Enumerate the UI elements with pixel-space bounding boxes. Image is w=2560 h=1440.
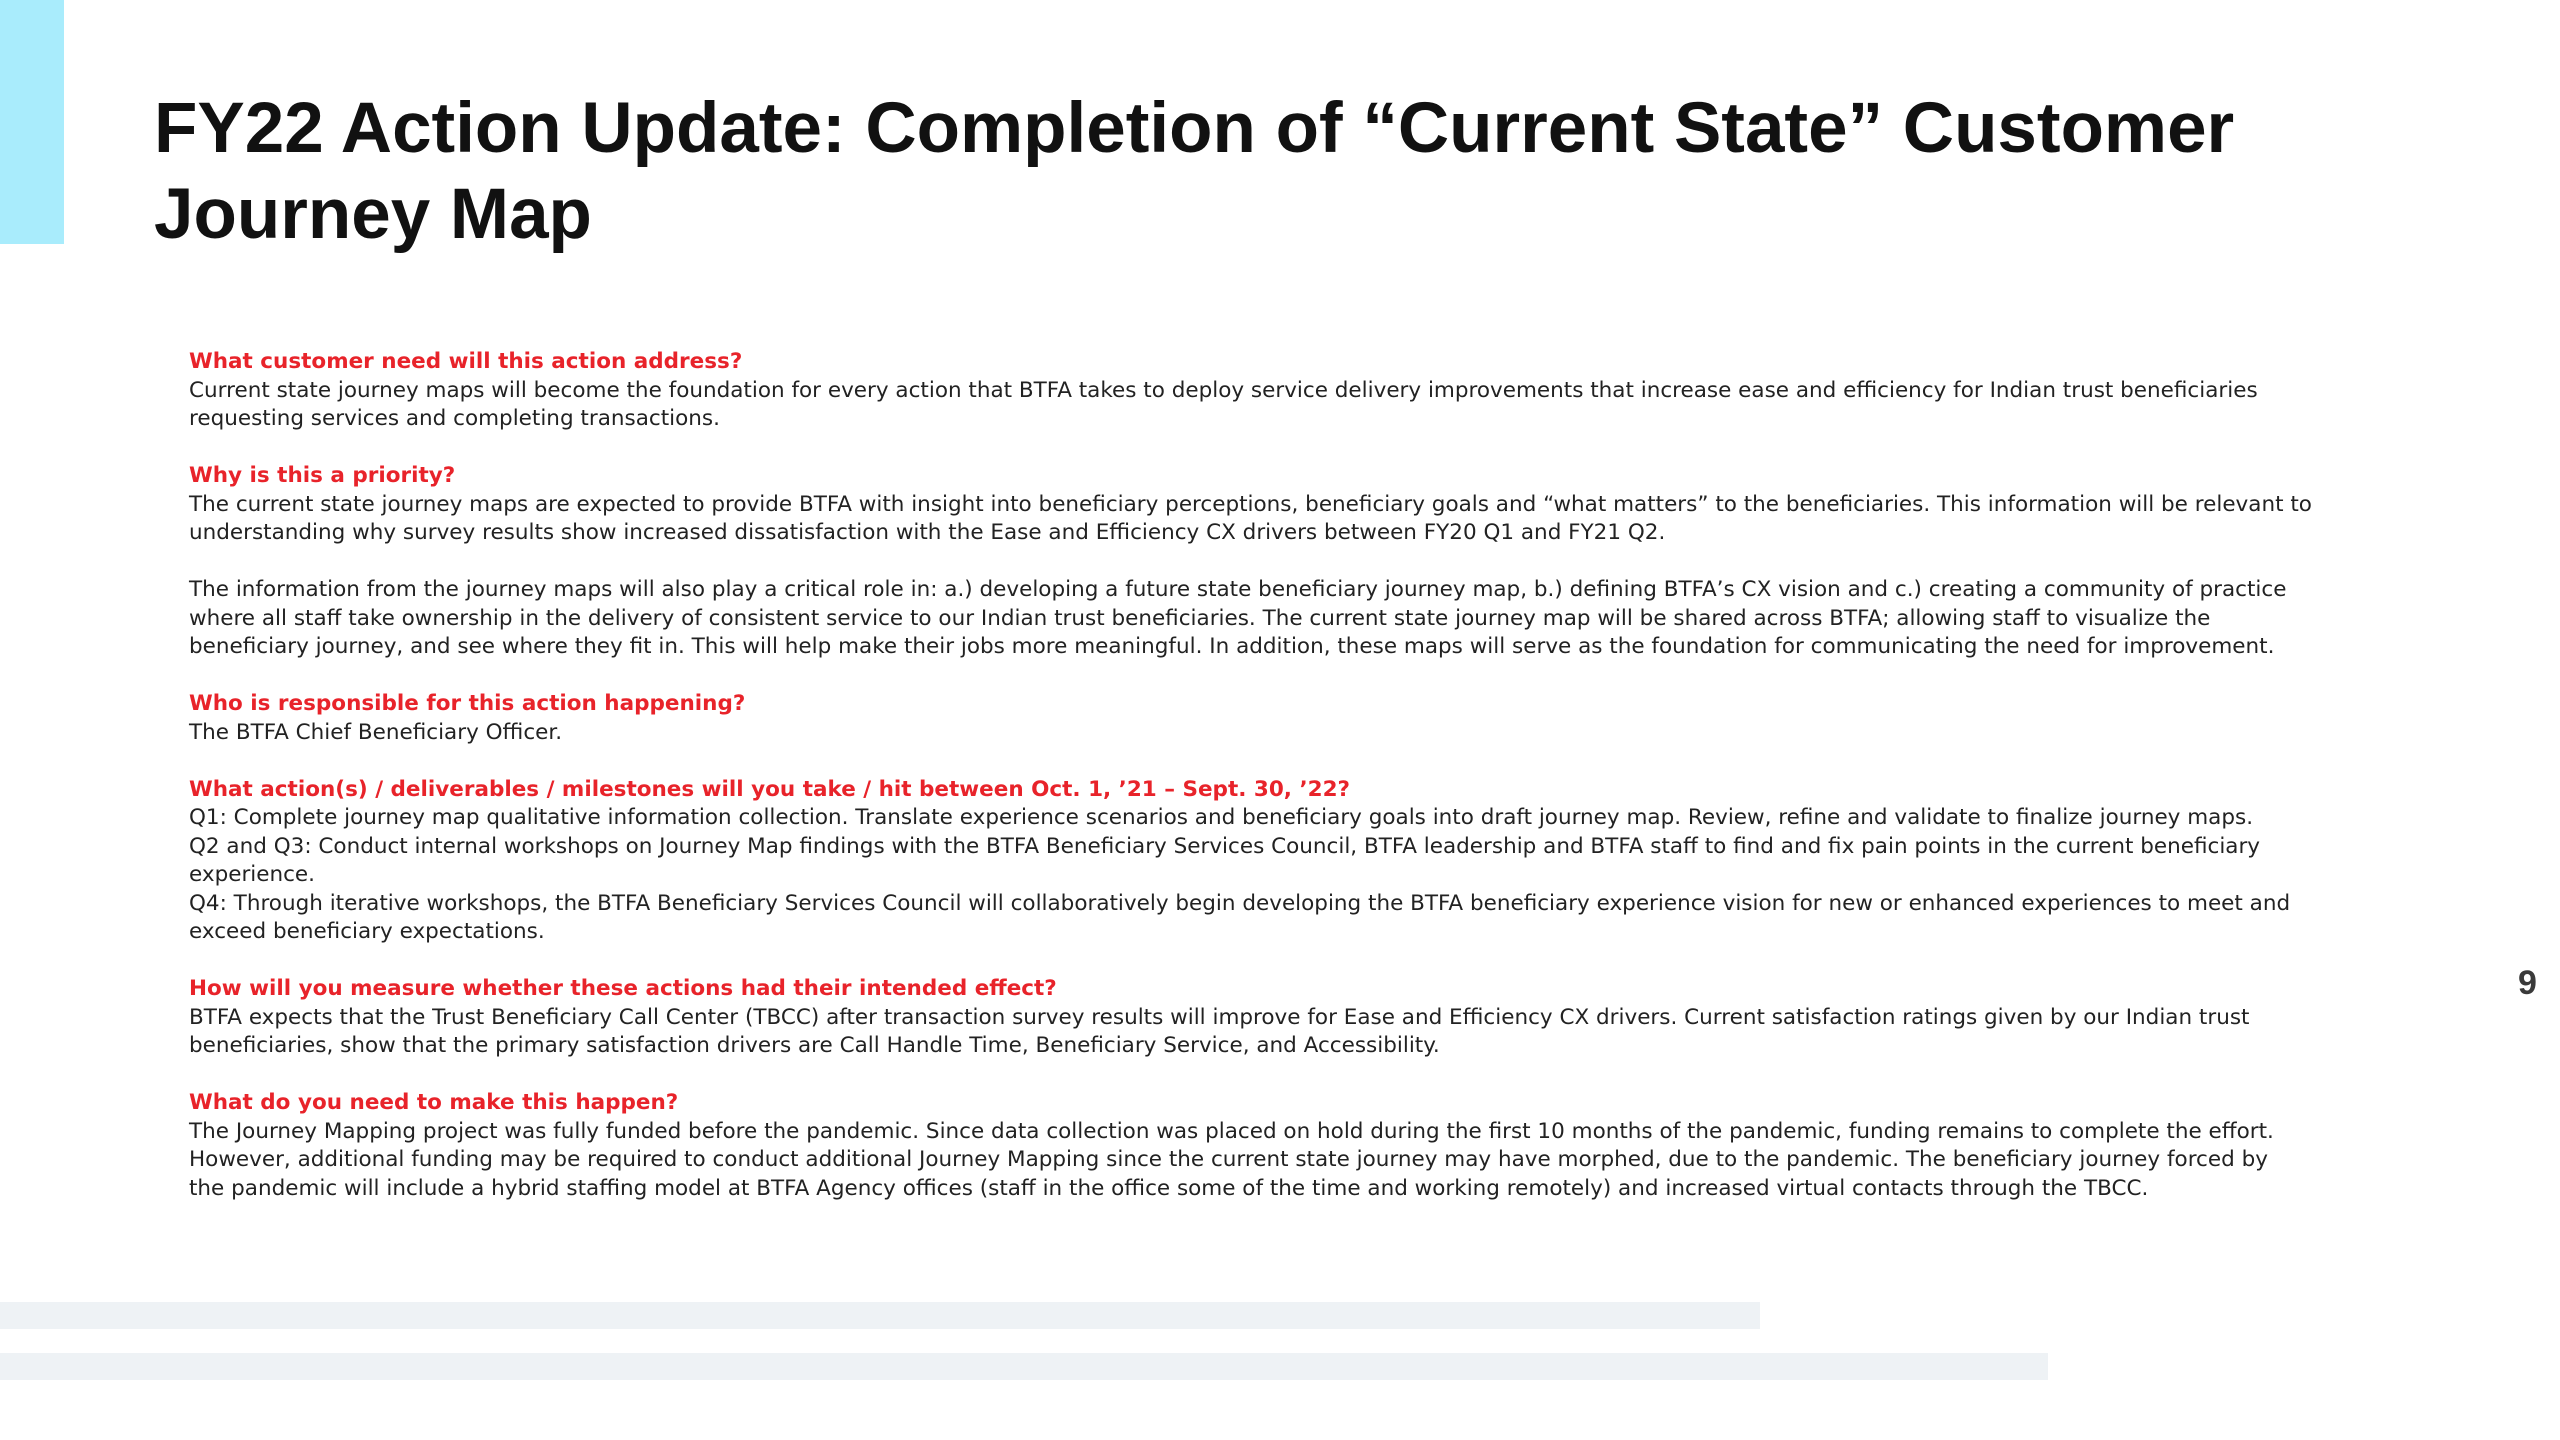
footer-decoration-line xyxy=(0,1302,1760,1329)
section-paragraph: Q1: Complete journey map qualitative information collection. Translate experience scenarios and beneficiary goals into draft journey map. Review, refine and validate to finalize journey maps. Q2 and Q3: Conduct internal workshops on Journey Map findings with the BTFA Beneficiary Services Council, BTFA leadership and BTFA staff to find and fix pain points in the current beneficiary experience. Q4: Through iterative workshops, the BTFA Beneficiary Services Council will collaboratively begin developing the BTFA beneficiary experience vision for new or enhanced experiences to meet and exceed beneficiary expectations. xyxy=(189,805,2291,944)
section-milestones xyxy=(189,776,2349,947)
section-heading: Why is this a priority? xyxy=(189,463,456,488)
section-paragraph: The BTFA Chief Beneficiary Officer. xyxy=(189,719,563,745)
section-needs xyxy=(189,1089,2349,1203)
section-heading: What do you need to make this happen? xyxy=(189,1090,679,1115)
page-number: 9 xyxy=(2518,964,2537,1002)
section-measurement xyxy=(189,975,2349,1061)
slide-title: FY22 Action Update: Completion of “Current State” Customer Journey Map xyxy=(154,89,2235,254)
section-heading: How will you measure whether these actions had their intended effect? xyxy=(189,976,1057,1001)
section-heading: Who is responsible for this action happening? xyxy=(189,691,746,716)
section-heading: What customer need will this action address? xyxy=(189,349,743,374)
section-paragraph: Current state journey maps will become the foundation for every action that BTFA takes to deploy service delivery improvements that increase ease and efficiency for Indian trust beneficiaries requesting services and completing transactions. xyxy=(189,377,2258,431)
section-responsible xyxy=(189,690,2349,747)
section-heading: What action(s) / deliverables / milestones will you take / hit between Oct. 1, ’21 – Sept. 30, ’22? xyxy=(189,776,1350,802)
section-paragraph: The Journey Mapping project was fully funded before the pandemic. Since data collection was placed on hold during the first 10 months of the pandemic, funding remains to complete the effort. However, additional funding may be required to conduct additional Journey Mapping since the current state journey may have morphed, due to the pandemic. The beneficiary journey forced by the pandemic will include a hybrid staffing model at BTFA Agency offices (staff in the office some of the time and working remotely) and increased virtual contacts through the TBCC. xyxy=(189,1118,2274,1201)
section-paragraph: The information from the journey maps will also play a critical role in: a.) developing a future state beneficiary journey map, b.) defining BTFA’s CX vision and c.) creating a community of practice where all staff take ownership in the delivery of consistent service to our Indian trust beneficiaries. The current state journey map will be shared across BTFA; allowing staff to visualize the beneficiary journey, and see where they fit in. This will help make their jobs more meaningful. In addition, these maps will serve as the foundation for communicating the need for improvement. xyxy=(189,577,2287,659)
footer-decoration-line xyxy=(0,1353,2048,1380)
section-customer-need xyxy=(189,348,2349,434)
accent-bar xyxy=(0,0,64,244)
section-paragraph: BTFA expects that the Trust Beneficiary Call Center (TBCC) after transaction survey results will improve for Ease and Efficiency CX drivers. Current satisfaction ratings given by our Indian trust beneficiaries, show that the primary satisfaction drivers are Call Handle Time, Beneficiary Service, and Accessibility. xyxy=(189,1004,2250,1058)
slide-body xyxy=(189,348,2349,1203)
section-priority xyxy=(189,462,2349,662)
section-paragraph: The current state journey maps are expected to provide BTFA with insight into beneficiary perceptions, beneficiary goals and “what matters” to the beneficiaries. This information will be relevant to understanding why survey results show increased dissatisfaction with the Ease and Efficiency CX drivers between FY20 Q1 and FY21 Q2. xyxy=(189,491,2312,545)
